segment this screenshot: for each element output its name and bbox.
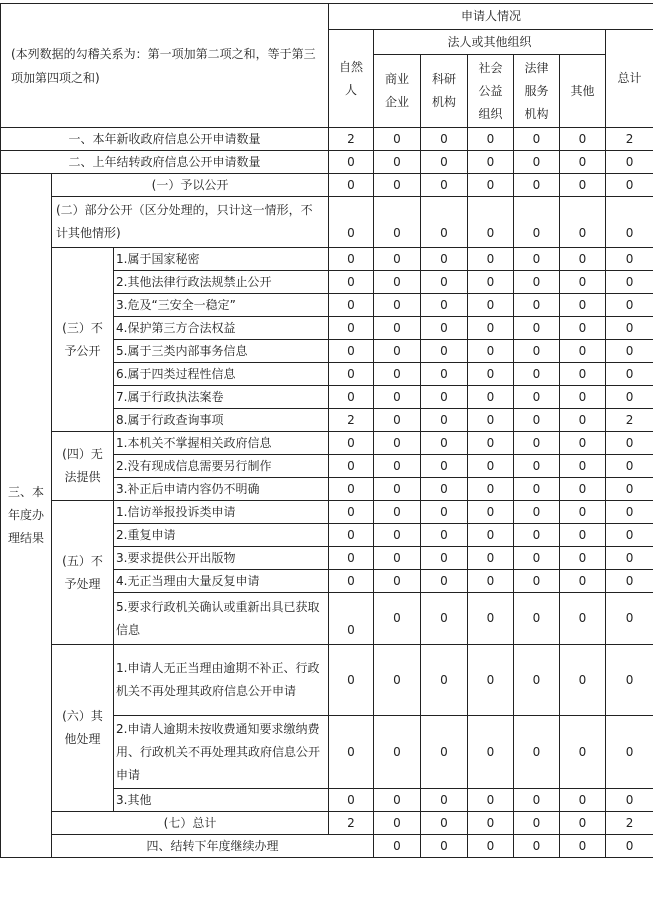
cell-commercial: 0 bbox=[374, 128, 421, 151]
cell-other: 0 bbox=[560, 271, 606, 294]
cell-total: 0 bbox=[606, 340, 653, 363]
cell-commercial: 0 bbox=[374, 716, 421, 789]
cell-natural-person: 0 bbox=[329, 151, 374, 174]
group-label: (五）不予处理 bbox=[52, 501, 114, 645]
cell-commercial: 0 bbox=[374, 524, 421, 547]
cell-social: 0 bbox=[468, 593, 514, 645]
cell-total: 2 bbox=[606, 128, 653, 151]
cell-natural-person: 0 bbox=[329, 789, 374, 812]
cell-legal-service: 0 bbox=[514, 570, 560, 593]
cell-social: 0 bbox=[468, 570, 514, 593]
cell-research: 0 bbox=[421, 812, 468, 835]
cell-commercial: 0 bbox=[374, 645, 421, 716]
cell-research: 0 bbox=[421, 174, 468, 197]
header-applicant: 申请人情况 bbox=[329, 4, 653, 30]
cell-commercial: 0 bbox=[374, 547, 421, 570]
header-natural-person: 自然人 bbox=[329, 30, 374, 128]
cell-natural-person: 0 bbox=[329, 716, 374, 789]
row-label: 1.申请人无正当理由逾期不补正、行政机关不再处理其政府信息公开申请 bbox=[114, 645, 329, 716]
cell-natural-person: 0 bbox=[329, 547, 374, 570]
cell-legal-service: 0 bbox=[560, 835, 606, 858]
cell-other: 0 bbox=[560, 294, 606, 317]
cell-commercial: 0 bbox=[374, 455, 421, 478]
cell-social: 0 bbox=[468, 455, 514, 478]
cell-social: 0 bbox=[468, 197, 514, 248]
cell-other: 0 bbox=[560, 151, 606, 174]
cell-research: 0 bbox=[421, 501, 468, 524]
cell-other: 0 bbox=[560, 455, 606, 478]
cell-research: 0 bbox=[421, 271, 468, 294]
cell-total: 0 bbox=[606, 593, 653, 645]
cell-social: 0 bbox=[514, 835, 560, 858]
cell-social: 0 bbox=[468, 716, 514, 789]
cell-total: 0 bbox=[606, 547, 653, 570]
cell-other: 0 bbox=[560, 409, 606, 432]
cell-commercial: 0 bbox=[374, 501, 421, 524]
row-label: 2.申请人逾期未按收费通知要求缴纳费用、行政机关不再处理其政府信息公开申请 bbox=[114, 716, 329, 789]
cell-natural-person: 0 bbox=[329, 455, 374, 478]
cell-other: 0 bbox=[560, 789, 606, 812]
header-social: 社会公益组织 bbox=[468, 55, 514, 128]
cell-legal-service: 0 bbox=[514, 716, 560, 789]
cell-natural-person: 0 bbox=[329, 386, 374, 409]
cell-legal-service: 0 bbox=[514, 294, 560, 317]
cell-social: 0 bbox=[468, 478, 514, 501]
cell-commercial: 0 bbox=[374, 386, 421, 409]
cell-other: 0 bbox=[560, 363, 606, 386]
cell-other: 0 bbox=[560, 501, 606, 524]
cell-legal-service: 0 bbox=[514, 645, 560, 716]
cell-total: 0 bbox=[606, 716, 653, 789]
cell-total: 0 bbox=[606, 174, 653, 197]
row-label: 4.无正当理由大量反复申请 bbox=[114, 570, 329, 593]
cell-total: 0 bbox=[606, 294, 653, 317]
cell-other: 0 bbox=[560, 812, 606, 835]
cell-commercial: 0 bbox=[374, 478, 421, 501]
cell-natural-person: 0 bbox=[329, 271, 374, 294]
cell-social: 0 bbox=[468, 432, 514, 455]
cell-social: 0 bbox=[468, 789, 514, 812]
cell-total: 0 bbox=[606, 789, 653, 812]
cell-legal-service: 0 bbox=[514, 363, 560, 386]
cell-natural-person: 0 bbox=[329, 524, 374, 547]
header-commercial: 商业企业 bbox=[374, 55, 421, 128]
row-label: (一）予以公开 bbox=[52, 174, 329, 197]
cell-total: 0 bbox=[606, 570, 653, 593]
cell-natural-person: 2 bbox=[329, 409, 374, 432]
cell-commercial: 0 bbox=[374, 812, 421, 835]
cell-total: 0 bbox=[606, 271, 653, 294]
row-label: 二、上年结转政府信息公开申请数量 bbox=[1, 151, 329, 174]
cell-legal-service: 0 bbox=[514, 812, 560, 835]
cell-social: 0 bbox=[468, 386, 514, 409]
cell-commercial: 0 bbox=[374, 340, 421, 363]
row-label: 四、结转下年度继续办理 bbox=[52, 835, 374, 858]
cell-legal-service: 0 bbox=[514, 409, 560, 432]
cell-research: 0 bbox=[421, 789, 468, 812]
cell-legal-service: 0 bbox=[514, 478, 560, 501]
group-label: (三）不予公开 bbox=[52, 248, 114, 432]
cell-commercial: 0 bbox=[374, 174, 421, 197]
row-label: 2.重复申请 bbox=[114, 524, 329, 547]
row-label: 1.本机关不掌握相关政府信息 bbox=[114, 432, 329, 455]
cell-other: 0 bbox=[560, 340, 606, 363]
cell-legal-service: 0 bbox=[514, 501, 560, 524]
cell-research: 0 bbox=[421, 248, 468, 271]
header-note: (本列数据的勾稽关系为：第一项加第二项之和，等于第三项加第四项之和) bbox=[1, 4, 329, 128]
cell-total: 0 bbox=[606, 455, 653, 478]
row-label: (二）部分公开（区分处理的，只计这一情形，不计其他情形) bbox=[52, 197, 329, 248]
cell-natural-person: 0 bbox=[329, 501, 374, 524]
cell-other: 0 bbox=[560, 716, 606, 789]
cell-research: 0 bbox=[421, 363, 468, 386]
cell-commercial: 0 bbox=[374, 363, 421, 386]
cell-other: 0 bbox=[560, 570, 606, 593]
row-label: 5.属于三类内部事务信息 bbox=[114, 340, 329, 363]
cell-total: 0 bbox=[606, 501, 653, 524]
cell-social: 0 bbox=[468, 151, 514, 174]
cell-legal-service: 0 bbox=[514, 789, 560, 812]
cell-research: 0 bbox=[421, 340, 468, 363]
cell-social: 0 bbox=[468, 547, 514, 570]
header-research: 科研机构 bbox=[421, 55, 468, 128]
cell-natural-person: 0 bbox=[329, 340, 374, 363]
row-label: 6.属于四类过程性信息 bbox=[114, 363, 329, 386]
group-label: (六）其他处理 bbox=[52, 645, 114, 812]
cell-total: 0 bbox=[606, 363, 653, 386]
row-label: 2.其他法律行政法规禁止公开 bbox=[114, 271, 329, 294]
cell-research: 0 bbox=[421, 317, 468, 340]
cell-natural-person: 0 bbox=[374, 835, 421, 858]
section-3-label: 三、本年度办理结果 bbox=[1, 174, 52, 858]
cell-legal-service: 0 bbox=[514, 197, 560, 248]
cell-commercial: 0 bbox=[374, 570, 421, 593]
cell-total: 0 bbox=[606, 317, 653, 340]
cell-commercial: 0 bbox=[374, 409, 421, 432]
cell-other: 0 bbox=[560, 432, 606, 455]
header-total: 总计 bbox=[606, 30, 653, 128]
cell-other: 0 bbox=[560, 478, 606, 501]
row-label: 3.其他 bbox=[114, 789, 329, 812]
cell-research: 0 bbox=[421, 716, 468, 789]
cell-natural-person: 2 bbox=[329, 812, 374, 835]
row-label: 3.危及“三安全一稳定” bbox=[114, 294, 329, 317]
cell-social: 0 bbox=[468, 363, 514, 386]
cell-other: 0 bbox=[560, 547, 606, 570]
cell-other: 0 bbox=[560, 248, 606, 271]
cell-research: 0 bbox=[421, 547, 468, 570]
header-other: 其他 bbox=[560, 55, 606, 128]
cell-commercial: 0 bbox=[374, 294, 421, 317]
row-label: 7.属于行政执法案卷 bbox=[114, 386, 329, 409]
cell-other: 0 bbox=[606, 835, 653, 858]
cell-natural-person: 2 bbox=[329, 128, 374, 151]
header-legal-group: 法人或其他组织 bbox=[374, 30, 606, 55]
cell-social: 0 bbox=[468, 524, 514, 547]
group-label: (四）无法提供 bbox=[52, 432, 114, 501]
cell-legal-service: 0 bbox=[514, 386, 560, 409]
row-label: 1.信访举报投诉类申请 bbox=[114, 501, 329, 524]
cell-social: 0 bbox=[468, 645, 514, 716]
cell-legal-service: 0 bbox=[514, 524, 560, 547]
cell-social: 0 bbox=[468, 174, 514, 197]
cell-research: 0 bbox=[421, 593, 468, 645]
row-label: 8.属于行政查询事项 bbox=[114, 409, 329, 432]
cell-legal-service: 0 bbox=[514, 271, 560, 294]
cell-natural-person: 0 bbox=[329, 248, 374, 271]
row-label: 2.没有现成信息需要另行制作 bbox=[114, 455, 329, 478]
cell-legal-service: 0 bbox=[514, 317, 560, 340]
cell-research: 0 bbox=[421, 455, 468, 478]
cell-natural-person: 0 bbox=[329, 317, 374, 340]
cell-natural-person: 0 bbox=[329, 478, 374, 501]
cell-social: 0 bbox=[468, 340, 514, 363]
cell-research: 0 bbox=[468, 835, 514, 858]
cell-research: 0 bbox=[421, 386, 468, 409]
cell-total: 2 bbox=[606, 812, 653, 835]
cell-social: 0 bbox=[468, 501, 514, 524]
cell-legal-service: 0 bbox=[514, 340, 560, 363]
cell-research: 0 bbox=[421, 128, 468, 151]
cell-other: 0 bbox=[560, 128, 606, 151]
cell-research: 0 bbox=[421, 294, 468, 317]
cell-legal-service: 0 bbox=[514, 151, 560, 174]
cell-legal-service: 0 bbox=[514, 547, 560, 570]
cell-research: 0 bbox=[421, 197, 468, 248]
cell-natural-person: 0 bbox=[329, 174, 374, 197]
cell-total: 2 bbox=[606, 409, 653, 432]
cell-commercial: 0 bbox=[374, 151, 421, 174]
cell-other: 0 bbox=[560, 524, 606, 547]
cell-total: 0 bbox=[606, 432, 653, 455]
cell-other: 0 bbox=[560, 197, 606, 248]
cell-commercial: 0 bbox=[374, 593, 421, 645]
cell-research: 0 bbox=[421, 570, 468, 593]
cell-commercial: 0 bbox=[374, 789, 421, 812]
row-label: 一、本年新收政府信息公开申请数量 bbox=[1, 128, 329, 151]
row-label: 3.补正后申请内容仍不明确 bbox=[114, 478, 329, 501]
cell-legal-service: 0 bbox=[514, 248, 560, 271]
cell-other: 0 bbox=[560, 174, 606, 197]
cell-total: 0 bbox=[606, 386, 653, 409]
cell-natural-person: 0 bbox=[329, 645, 374, 716]
cell-other: 0 bbox=[560, 386, 606, 409]
cell-natural-person: 0 bbox=[329, 197, 374, 248]
cell-legal-service: 0 bbox=[514, 593, 560, 645]
cell-social: 0 bbox=[468, 271, 514, 294]
cell-natural-person: 0 bbox=[329, 432, 374, 455]
cell-commercial: 0 bbox=[374, 248, 421, 271]
disclosure-stats-table bbox=[0, 3, 653, 858]
cell-research: 0 bbox=[421, 432, 468, 455]
cell-natural-person: 0 bbox=[329, 363, 374, 386]
cell-natural-person: 0 bbox=[329, 294, 374, 317]
row-label: 1.属于国家秘密 bbox=[114, 248, 329, 271]
cell-research: 0 bbox=[421, 151, 468, 174]
cell-other: 0 bbox=[560, 645, 606, 716]
cell-commercial: 0 bbox=[374, 271, 421, 294]
cell-total: 0 bbox=[606, 151, 653, 174]
cell-total: 0 bbox=[606, 248, 653, 271]
row-label: 3.要求提供公开出版物 bbox=[114, 547, 329, 570]
header-legal-service: 法律服务机构 bbox=[514, 55, 560, 128]
cell-social: 0 bbox=[468, 409, 514, 432]
cell-total: 0 bbox=[606, 645, 653, 716]
cell-research: 0 bbox=[421, 409, 468, 432]
cell-total: 0 bbox=[606, 524, 653, 547]
cell-social: 0 bbox=[468, 128, 514, 151]
cell-natural-person: 0 bbox=[329, 570, 374, 593]
cell-other: 0 bbox=[560, 317, 606, 340]
cell-total: 0 bbox=[606, 478, 653, 501]
row-label: 5.要求行政机关确认或重新出具已获取信息 bbox=[114, 593, 329, 645]
cell-social: 0 bbox=[468, 248, 514, 271]
cell-research: 0 bbox=[421, 478, 468, 501]
cell-legal-service: 0 bbox=[514, 455, 560, 478]
cell-total: 0 bbox=[606, 197, 653, 248]
cell-natural-person: 0 bbox=[329, 593, 374, 645]
cell-research: 0 bbox=[421, 645, 468, 716]
cell-other: 0 bbox=[560, 593, 606, 645]
cell-social: 0 bbox=[468, 317, 514, 340]
cell-commercial: 0 bbox=[374, 432, 421, 455]
cell-legal-service: 0 bbox=[514, 174, 560, 197]
cell-commercial: 0 bbox=[421, 835, 468, 858]
row-label: (七）总计 bbox=[52, 812, 329, 835]
cell-commercial: 0 bbox=[374, 317, 421, 340]
cell-research: 0 bbox=[421, 524, 468, 547]
cell-legal-service: 0 bbox=[514, 432, 560, 455]
row-label: 4.保护第三方合法权益 bbox=[114, 317, 329, 340]
cell-legal-service: 0 bbox=[514, 128, 560, 151]
cell-social: 0 bbox=[468, 294, 514, 317]
cell-commercial: 0 bbox=[374, 197, 421, 248]
cell-social: 0 bbox=[468, 812, 514, 835]
